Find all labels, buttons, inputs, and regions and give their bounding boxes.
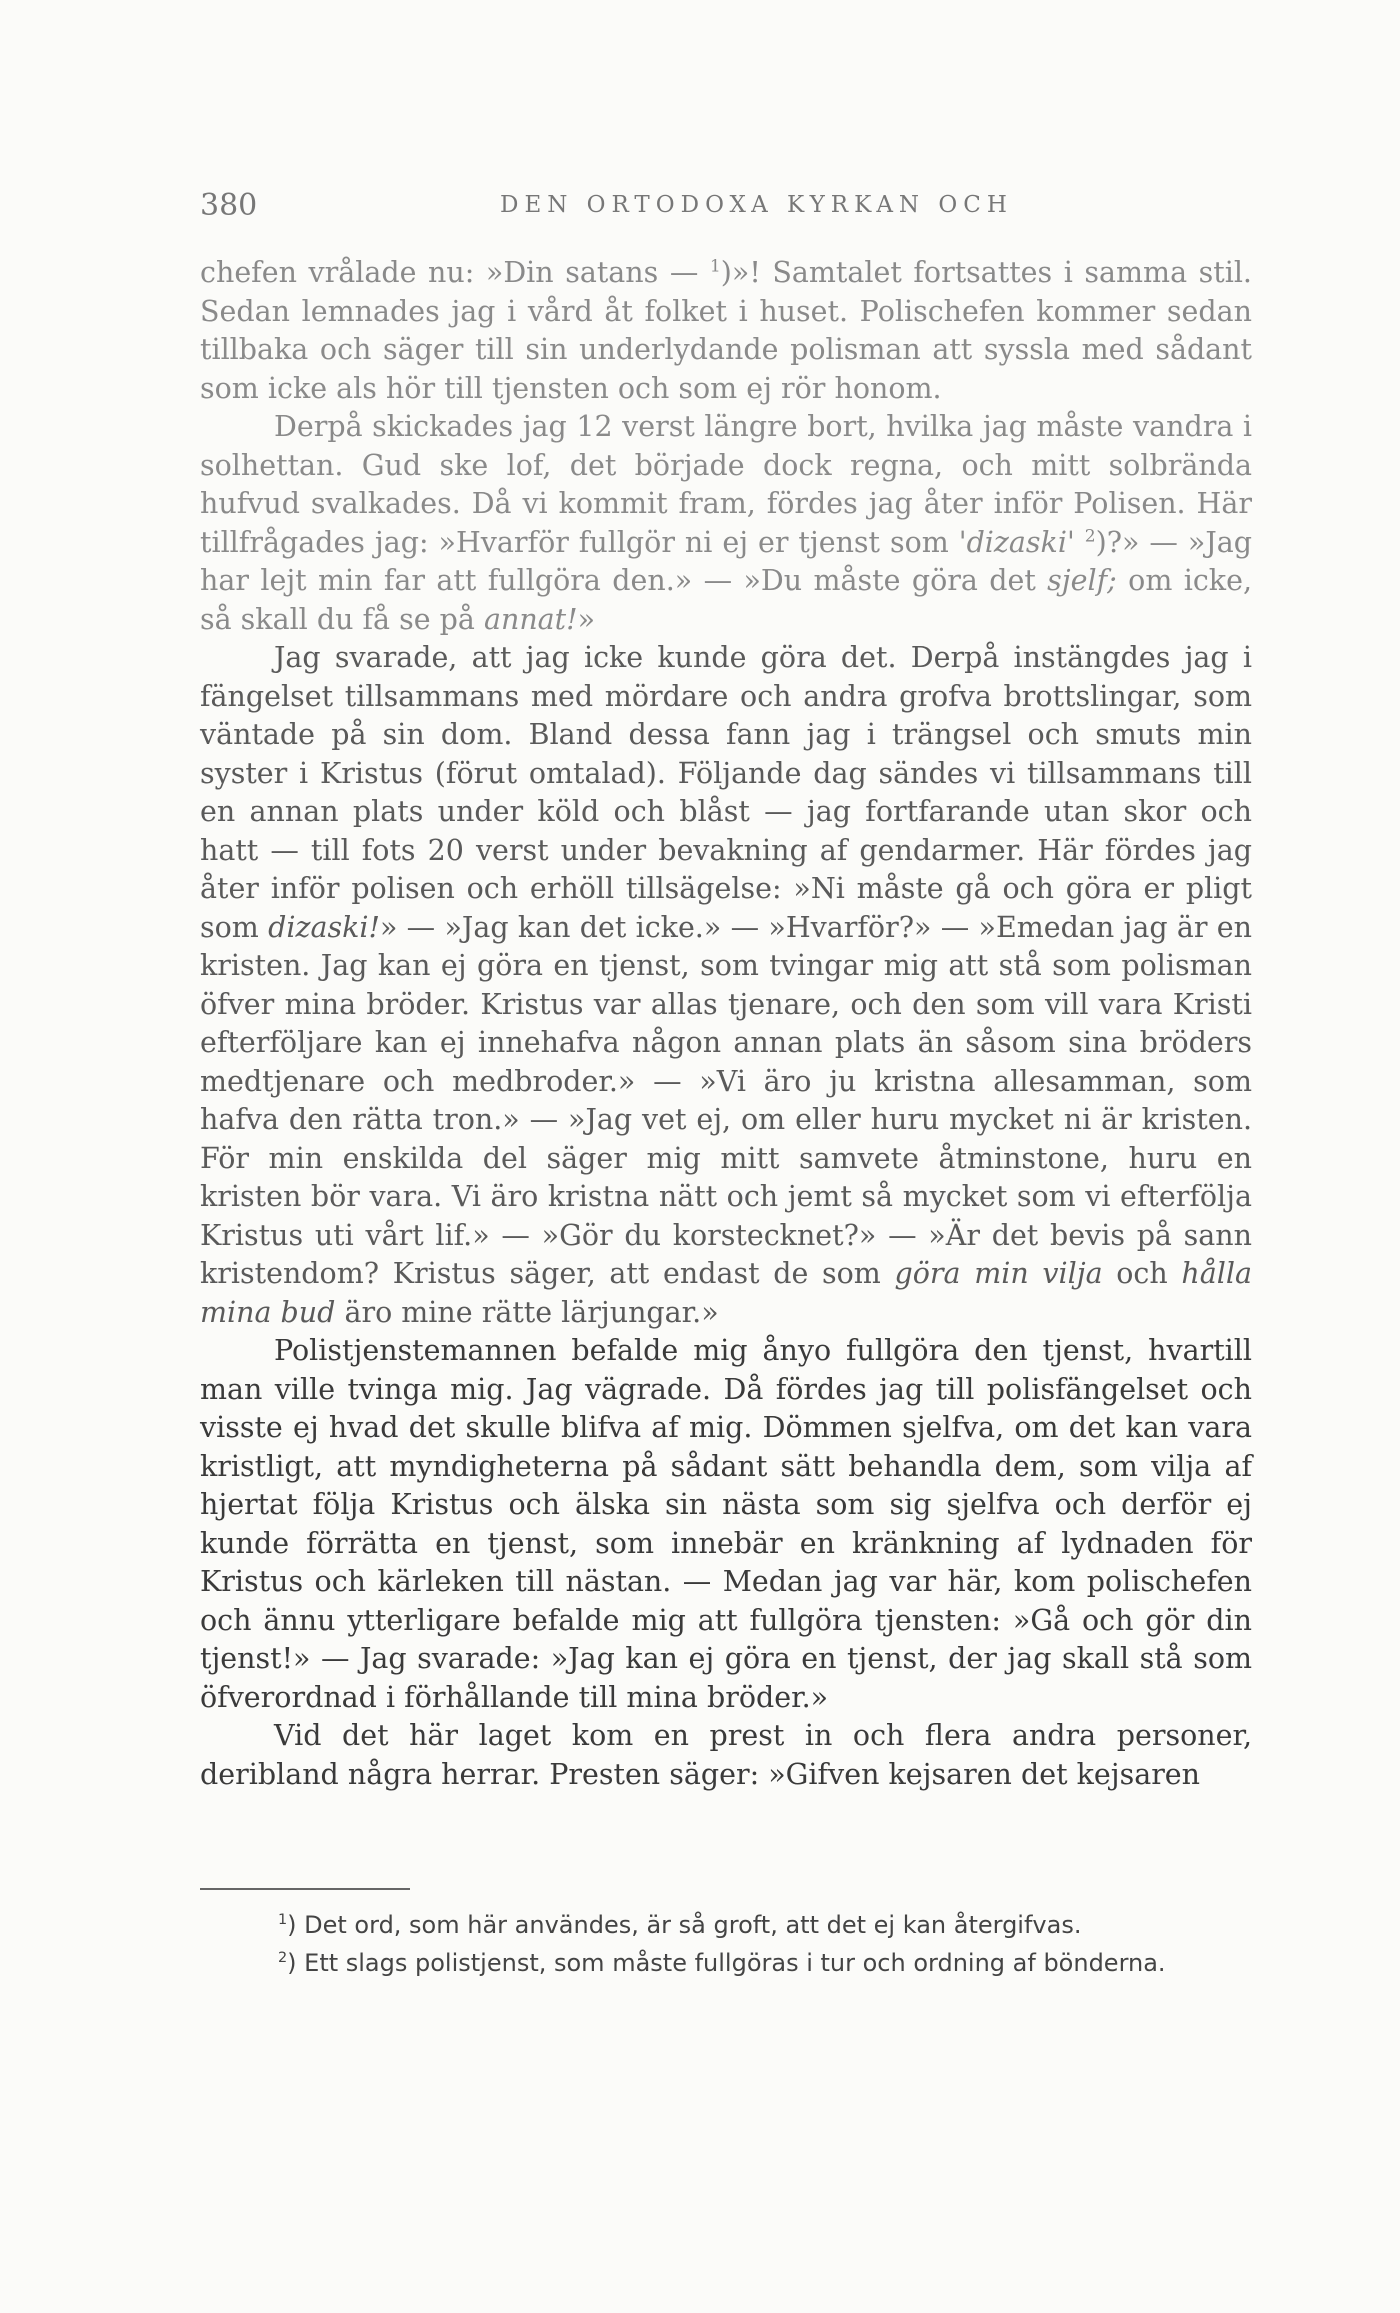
footnotes [200, 1906, 1252, 1982]
footnote-2: $^2$) Ett slags polistjenst, som måste fullgöras i tur och ordning af bönderna. [278, 1949, 1166, 1977]
body-text [200, 254, 1252, 1794]
page-header [200, 188, 1252, 234]
paragraph-1: chefen vrålade nu: »Din satans — $^1$)»! Samtalet fortsattes i samma stil. Sedan lemnades jag i vård åt folket i huset. Polischefen kommer sedan tillbaka och säger till sin underlydande polisman att syssla med sådant som icke als hör till tjensten och som ej rör honom. [200, 256, 1252, 405]
running-head: DEN ORTODOXA KYRKAN OCH [500, 192, 1013, 218]
paragraph-4: Polistjenstemannen befalde mig ånyo fullgöra den tjenst, hvartill man ville tvinga mig. Jag vägrade. Då fördes jag till polisfängelset och visste ej hvad det skulle blifva af mig. Dömmen sjelfva, om det kan vara kristligt, att myndigheterna på sådant sätt behandla dem, som vilja af hjertat följa Kristus och älska sin nästa som sig sjelfva och derför ej kunde förrätta en tjenst, som innebär en kränkning af lydnaden för Kristus och kärleken till nästan. — Medan jag var här, kom polischefen och ännu ytterligare befalde mig att fullgöra tjensten: »Gå och gör din tjenst!» — Jag svarade: »Jag kan ej göra en tjenst, der jag skall stå som öfverordnad i förhållande till mina bröder.» [200, 1334, 1252, 1714]
footnote-divider [200, 1888, 410, 1890]
footnote-ref-2[interactable]: 2 [1084, 526, 1096, 546]
footnote-1: $^1$) Det ord, som här användes, är så groft, att det ej kan återgifvas. [278, 1911, 1082, 1939]
paragraph-2: Derpå skickades jag 12 verst längre bort, hvilka jag måste vandra i solhettan. Gud ske lof, det började dock regna, och mitt solbrända hufvud svalkades. Då vi kommit fram, fördes jag åter inför Polisen. Här tillfrågades jag: »Hvarför fullgör ni ej er tjenst som 'dizaski' $^2$)?» — »Jag har lejt min far att fullgöra den.» — »Du måste göra det sjelf; om icke, så skall du få se på annat!» [200, 410, 1252, 636]
paragraph-3: Jag svarade, att jag icke kunde göra det. Derpå instängdes jag i fängelset tillsammans med mördare och andra grofva brottslingar, som väntade på sin dom. Bland dessa fann jag i trängsel och smuts min syster i Kristus (förut omtalad). Följande dag sändes vi tillsammans till en annan plats under köld och blåst — jag fortfarande utan skor och hatt — till fots 20 verst under bevakning af gendarmer. Här fördes jag åter inför polisen och erhöll tillsägelse: »Ni måste gå och göra er pligt som dizaski!» — »Jag kan det icke.» — »Hvarför?» — »Emedan jag är en kristen. Jag kan ej göra en tjenst, som tvingar mig att stå som polisman öfver mina bröder. Kristus var allas tjenare, och den som vill vara Kristi efterföljare kan ej innehafva någon annan plats än såsom sina bröders medtjenare och medbroder.» — »Vi äro ju kristna allesamman, som hafva den rätta tron.» — »Jag vet ej, om eller huru mycket ni är kristen. För min enskilda del säger mig mitt samvete åtminstone, huru en kristen bör vara. Vi äro kristna nätt och jemt så mycket som vi efterfölja Kristus uti vårt lif.» — »Gör du korstecknet?» — »Är det bevis på sann kristendom? Kristus säger, att endast de som göra min vilja och hålla mina bud äro mine rätte lärjungar.» [200, 641, 1252, 1329]
footnote-ref-1[interactable]: 1 [709, 256, 721, 277]
page-number: 380 [200, 188, 258, 223]
paragraph-5: Vid det här laget kom en prest in och flera andra personer, deribland några herrar. Presten säger: »Gifven kejsaren det kejsaren [200, 1719, 1252, 1791]
